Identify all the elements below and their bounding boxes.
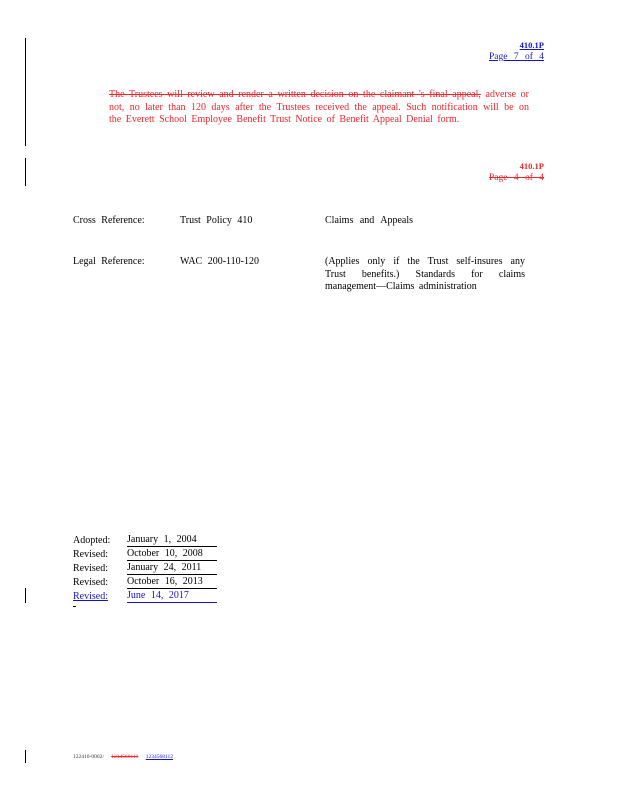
history-date: January 24, 2011 [127,562,217,575]
legal-reference-description: (Applies only if the Trust self-insures any Trust benefits.) Standards for claims management—Claims administration [325,256,525,292]
document-footer [73,754,186,760]
history-date: January 1, 2004 [127,534,217,547]
history-label: Revised: [73,591,108,602]
policy-code: 410.1P [519,40,544,50]
page-number-deleted: Page 4 of 4 [488,173,544,183]
change-bar-top [25,38,26,146]
policy-code-deleted: 410.1P [519,161,544,171]
footer-old-number: 1234568111 [111,754,139,760]
page-header-deleted [489,160,544,184]
cross-reference-row [73,215,533,229]
history-label: Revised: [73,549,108,560]
cross-reference-item: Trust Policy 410 [180,215,253,226]
legal-reference-item: WAC 200-110-120 [180,256,260,267]
history-date: June 14, 2017 [127,590,217,603]
deleted-paragraph [109,89,529,127]
history-label: Revised: [73,577,108,588]
history-label: Adopted: [73,535,111,546]
legal-reference-row [73,256,533,300]
cross-reference-label: Cross Reference: [73,215,145,226]
footer-new-number: 1234568112 [145,754,174,760]
page-number: Page 7 of 4 [488,52,544,62]
footer-doc-id: 122410-0002/ [73,754,104,760]
history-date: October 16, 2013 [127,576,217,589]
deleted-text: adverse or not, no later than 120 days after the Trustees received the appeal. Such notification will be on the Everett School Employee Benefit Trust Notice of Benefit Appeal Denial form. [109,89,530,125]
legal-reference-label: Legal Reference: [73,256,145,267]
change-bar-revised [25,588,26,603]
history-label: Revised: [73,563,108,574]
change-bar-footer [25,750,26,763]
change-bar-mid [25,158,26,186]
deleted-line: The Trustees will review and render a written decision on the claimant 's final appeal, [109,89,481,100]
page-header-inserted [489,39,544,63]
history-date: October 10, 2008 [127,548,217,561]
cross-reference-description: Claims and Appeals [325,215,413,226]
